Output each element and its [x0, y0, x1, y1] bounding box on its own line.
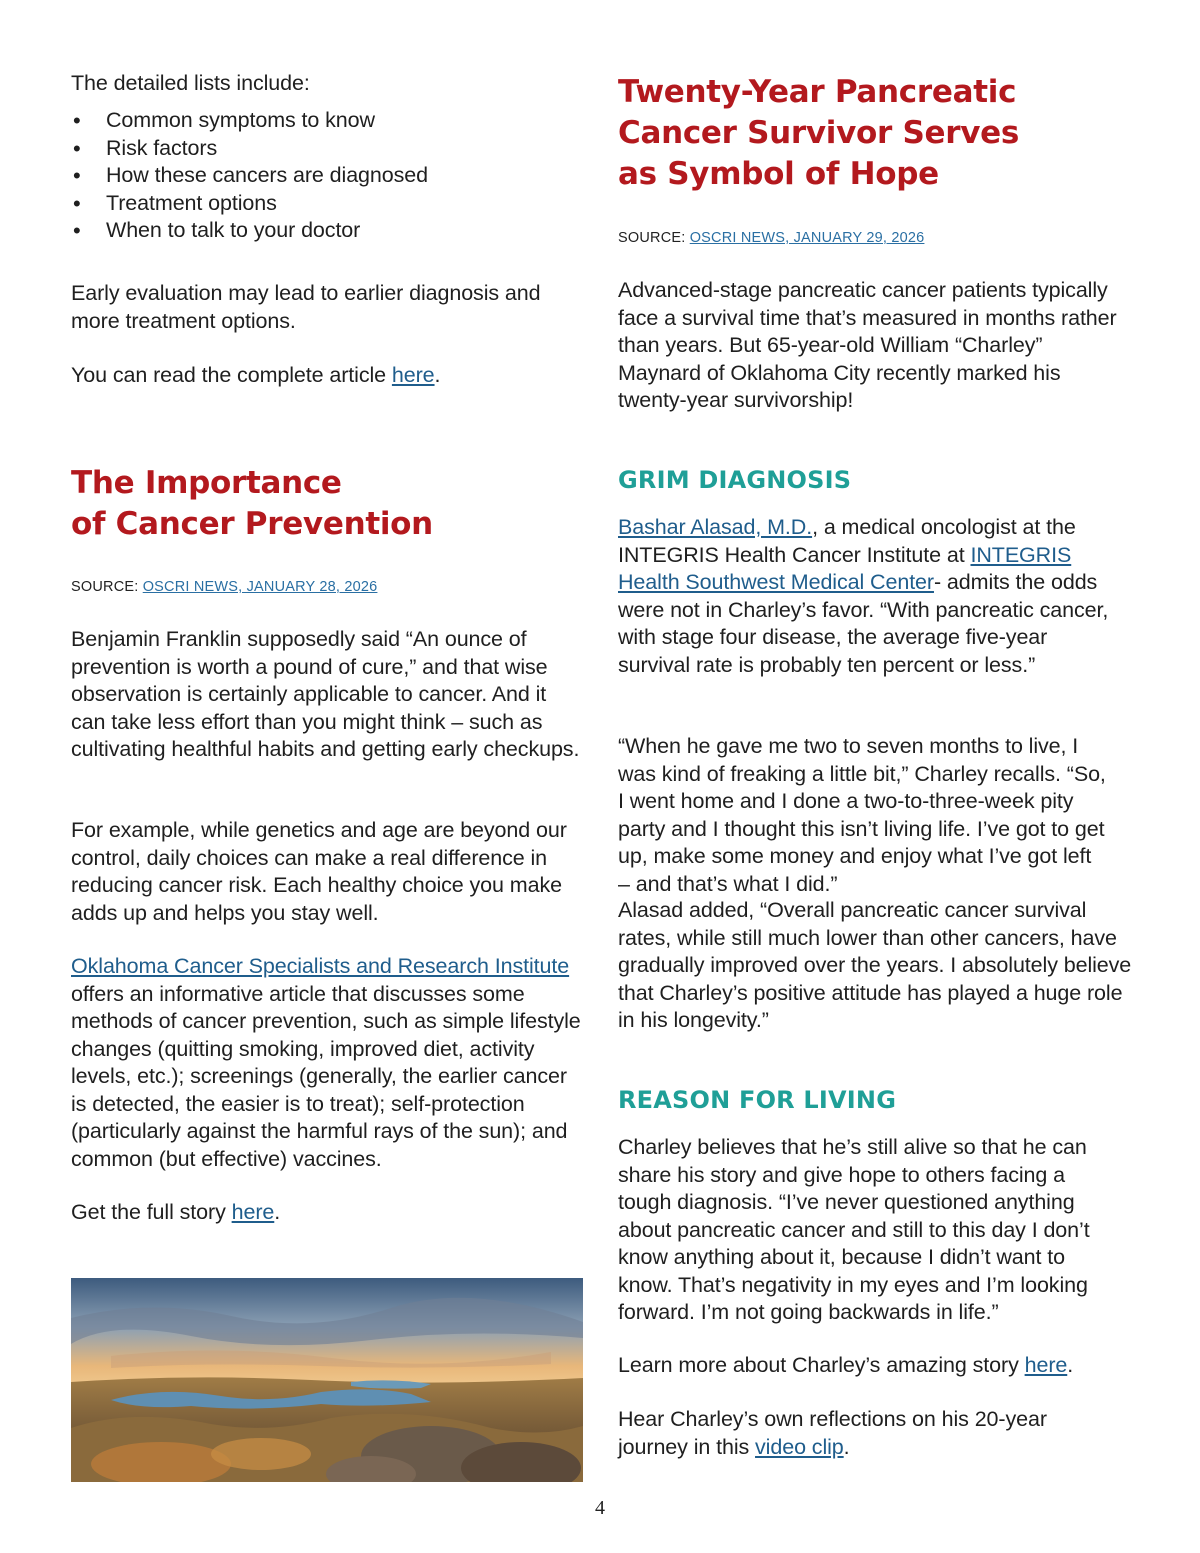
survivor-source-link[interactable]: OSCRI NEWS, JANUARY 29, 2026 — [689, 230, 925, 246]
page-number: 4 — [595, 1497, 605, 1519]
prevention-paragraph-1: Benjamin Franklin supposedly said “An ounce of prevention is worth a pound of cure,” and that wise observation is certainly applicable to cancer. And it can take less effort than you might think – such as cultivating healthful habits and getting early checkups. — [71, 627, 580, 761]
early-evaluation-paragraph: Early evaluation may lead to earlier diagnosis and more treatment options. — [71, 281, 541, 333]
prevention-paragraph-3: Oklahoma Cancer Specialists and Research Institute offers an informative article that discusses some methods of cancer prevention, such as simple lifestyle changes (quitting smoking, improved diet, activity levels, etc.); screenings (generally, the earlier cancer is detected, the easier is to treat); self-protection (particularly against the harmful rays of the sun); and common (but effective) vaccines. — [71, 954, 581, 1171]
doctor-link[interactable]: Bashar Alasad, M.D. — [618, 515, 813, 539]
reason-paragraph-1: Charley believes that he’s still alive so that he can share his story and give hope to others facing a tough diagnosis. “I’ve never questioned anything about pancreatic cancer and still to this day I don’t know anything about it, because I didn’t want to know. That’s negativity in my eyes and I’m looking forward. I’m not going backwards in life.” — [618, 1135, 1090, 1324]
read-article-link[interactable]: here — [391, 363, 435, 387]
lists-intro: The detailed lists include: — [71, 71, 310, 95]
list-item: • When to talk to your doctor — [71, 217, 586, 245]
full-story-link[interactable]: here — [231, 1200, 275, 1224]
survivor-intro-paragraph: Advanced-stage pancreatic cancer patients typically face a survival time that’s measured in months rather than years. But 65-year-old William “Charley” Maynard of Oklahoma City recently marked his twenty-year survivorship! — [618, 278, 1117, 412]
list-item: • Treatment options — [71, 190, 586, 218]
prevention-source: SOURCE: OSCRI NEWS, JANUARY 28, 2026 — [71, 579, 378, 595]
grim-paragraph-3: Alasad added, “Overall pancreatic cancer survival rates, while still much lower than other cancers, have gradually improved over the years. I absolutely believe that Charley’s positive attitude has played a huge role in his longevity.” — [618, 898, 1132, 1032]
list-item: • Risk factors — [71, 135, 586, 163]
read-article-paragraph: You can read the complete article here. — [71, 363, 441, 387]
grim-diagnosis-heading: GRIM DIAGNOSIS — [618, 466, 852, 494]
sunlit-grass — [211, 1438, 311, 1470]
video-clip-link[interactable]: video clip — [755, 1434, 844, 1459]
landscape-photo — [71, 1278, 583, 1482]
grim-paragraph-2: “When he gave me two to seven months to live, I was kind of freaking a little bit,” Charley recalls. “So, I went home and I done a two-to-three-week pity party and I thought this isn’t living life. I’ve got to get up, make some money and enjoy what I’ve got left – and that’s what I did.” — [618, 734, 1106, 896]
survivor-source: SOURCE: OSCRI NEWS, JANUARY 29, 2026 — [618, 230, 925, 246]
landscape-illustration — [71, 1278, 583, 1482]
prevention-title: The Importance of Cancer Prevention — [71, 465, 433, 542]
learn-more-link[interactable]: here — [1024, 1353, 1068, 1377]
reason-for-living-heading: REASON FOR LIVING — [618, 1086, 897, 1114]
list-item: • How these cancers are diagnosed — [71, 162, 586, 190]
learn-more-paragraph: Learn more about Charley’s amazing story here. — [618, 1353, 1074, 1377]
medical-center-link[interactable]: INTEGRIS Health Southwest Medical Center — [618, 542, 1072, 594]
topic-list — [71, 107, 586, 245]
full-story-paragraph: Get the full story here. — [71, 1200, 281, 1224]
survivor-title: Twenty-Year Pancreatic Cancer Survivor Serves as Symbol of Hope — [618, 74, 1020, 192]
prevention-source-link[interactable]: OSCRI NEWS, JANUARY 28, 2026 — [142, 579, 378, 595]
prevention-paragraph-2: For example, while genetics and age are beyond our control, daily choices can make a real difference in reducing cancer risk. Each healthy choice you make adds up and helps you stay well. — [71, 818, 567, 925]
oscri-link[interactable]: Oklahoma Cancer Specialists and Research Institute — [71, 954, 570, 978]
grim-paragraph-1: Bashar Alasad, M.D., a medical oncologist at the INTEGRIS Health Cancer Institute at INTEGRIS Health Southwest Medical Center- admits the odds were not in Charley’s favor. “With pancreatic cancer, with stage four disease, the average five-year survival rate is probably ten percent or less.” — [618, 515, 1109, 677]
video-paragraph: Hear Charley’s own reflections on his 20-year journey in this video clip. — [618, 1407, 1047, 1459]
list-item: • Common symptoms to know — [71, 107, 586, 135]
